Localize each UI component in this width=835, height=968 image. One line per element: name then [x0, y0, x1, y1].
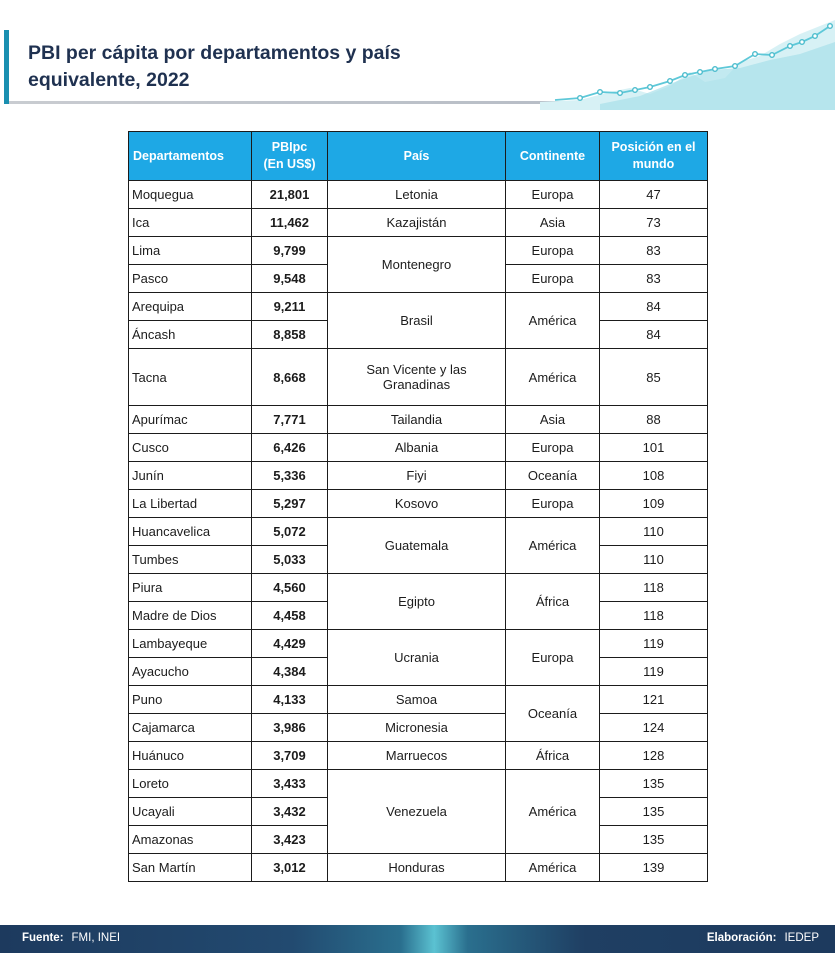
table-row [129, 770, 708, 798]
footer-elab-value: IEDEP [784, 932, 819, 944]
cell-continente: Europa [506, 237, 600, 265]
cell-departamento: Ica [129, 209, 252, 237]
trend-decoration-icon [540, 20, 835, 110]
cell-departamento: Tacna [129, 349, 252, 406]
footer-source [22, 932, 120, 944]
cell-pais: Venezuela [328, 770, 506, 854]
header-pbi-line1: PBIpc [271, 140, 308, 154]
cell-posicion: 124 [600, 714, 708, 742]
table-row [129, 209, 708, 237]
table-row [129, 854, 708, 882]
cell-posicion: 73 [600, 209, 708, 237]
cell-pais-line1: San Vicente y las [366, 362, 467, 377]
header-pbi [252, 132, 328, 181]
pbi-table [128, 131, 708, 882]
header-pais: País [328, 132, 506, 181]
cell-posicion: 135 [600, 798, 708, 826]
table-row [129, 181, 708, 209]
cell-pbi: 4,384 [252, 658, 328, 686]
table-row [129, 349, 708, 406]
cell-pais: Egipto [328, 574, 506, 630]
cell-departamento: Moquegua [129, 181, 252, 209]
cell-pbi: 7,771 [252, 406, 328, 434]
cell-continente: Oceanía [506, 686, 600, 742]
table-row [129, 714, 708, 742]
cell-posicion: 118 [600, 574, 708, 602]
pbi-table-container [128, 131, 707, 882]
cell-pbi: 3,709 [252, 742, 328, 770]
table-row [129, 490, 708, 518]
cell-pbi: 4,429 [252, 630, 328, 658]
cell-departamento: Madre de Dios [129, 602, 252, 630]
cell-posicion: 83 [600, 237, 708, 265]
cell-pais: Samoa [328, 686, 506, 714]
cell-departamento: Huánuco [129, 742, 252, 770]
cell-pais: Letonia [328, 181, 506, 209]
cell-pais-line2: Granadinas [382, 377, 451, 392]
cell-continente: Oceanía [506, 462, 600, 490]
cell-pbi: 4,458 [252, 602, 328, 630]
cell-posicion: 110 [600, 518, 708, 546]
table-row [129, 293, 708, 321]
cell-continente: África [506, 574, 600, 630]
cell-departamento: Amazonas [129, 826, 252, 854]
cell-continente: América [506, 293, 600, 349]
cell-continente: África [506, 742, 600, 770]
cell-posicion: 83 [600, 265, 708, 293]
table-header-row [129, 132, 708, 181]
cell-departamento: Puno [129, 686, 252, 714]
cell-pbi: 5,033 [252, 546, 328, 574]
cell-pbi: 5,072 [252, 518, 328, 546]
cell-pbi: 6,426 [252, 434, 328, 462]
cell-departamento: Huancavelica [129, 518, 252, 546]
table-row [129, 406, 708, 434]
cell-departamento: Lambayeque [129, 630, 252, 658]
cell-posicion: 121 [600, 686, 708, 714]
header-posicion-line1: Posición en el [611, 140, 696, 154]
cell-posicion: 110 [600, 546, 708, 574]
cell-posicion: 139 [600, 854, 708, 882]
cell-pais [328, 349, 506, 406]
cell-pais: Ucrania [328, 630, 506, 686]
cell-pbi: 9,799 [252, 237, 328, 265]
cell-pbi: 3,433 [252, 770, 328, 798]
cell-pais: Brasil [328, 293, 506, 349]
table-row [129, 630, 708, 658]
cell-departamento: Pasco [129, 265, 252, 293]
cell-departamento: Arequipa [129, 293, 252, 321]
title-accent-bar [4, 30, 9, 104]
cell-posicion: 108 [600, 462, 708, 490]
cell-continente: Europa [506, 630, 600, 686]
header-posicion [600, 132, 708, 181]
cell-pais: Albania [328, 434, 506, 462]
cell-pbi: 4,133 [252, 686, 328, 714]
page-title [28, 40, 548, 94]
cell-departamento: San Martín [129, 854, 252, 882]
cell-posicion: 135 [600, 770, 708, 798]
cell-continente: Asia [506, 406, 600, 434]
cell-pbi: 3,423 [252, 826, 328, 854]
cell-departamento: Piura [129, 574, 252, 602]
cell-pbi: 9,548 [252, 265, 328, 293]
cell-posicion: 118 [600, 602, 708, 630]
cell-departamento: Apurímac [129, 406, 252, 434]
cell-pbi: 9,211 [252, 293, 328, 321]
cell-pais: Tailandia [328, 406, 506, 434]
page-title-line2: equivalente, 2022 [28, 69, 190, 91]
cell-pbi: 5,336 [252, 462, 328, 490]
cell-posicion: 135 [600, 826, 708, 854]
header-continente: Continente [506, 132, 600, 181]
table-row [129, 686, 708, 714]
cell-pbi: 8,858 [252, 321, 328, 349]
cell-departamento: Loreto [129, 770, 252, 798]
cell-posicion: 84 [600, 321, 708, 349]
cell-pais: Montenegro [328, 237, 506, 293]
cell-posicion: 128 [600, 742, 708, 770]
cell-continente: América [506, 518, 600, 574]
cell-pais: Fiyi [328, 462, 506, 490]
table-row [129, 237, 708, 265]
cell-pbi: 3,432 [252, 798, 328, 826]
cell-departamento: La Libertad [129, 490, 252, 518]
cell-continente: Europa [506, 490, 600, 518]
cell-pbi: 8,668 [252, 349, 328, 406]
cell-pbi: 11,462 [252, 209, 328, 237]
cell-posicion: 109 [600, 490, 708, 518]
footer-elaboration [707, 932, 819, 944]
cell-pais: Marruecos [328, 742, 506, 770]
cell-continente: Asia [506, 209, 600, 237]
cell-posicion: 119 [600, 630, 708, 658]
cell-posicion: 84 [600, 293, 708, 321]
cell-pbi: 3,986 [252, 714, 328, 742]
cell-pbi: 5,297 [252, 490, 328, 518]
cell-continente: América [506, 770, 600, 854]
header-posicion-line2: mundo [632, 157, 675, 171]
cell-pbi: 21,801 [252, 181, 328, 209]
table-row [129, 574, 708, 602]
cell-continente: Europa [506, 434, 600, 462]
cell-departamento: Ucayali [129, 798, 252, 826]
cell-departamento: Ayacucho [129, 658, 252, 686]
cell-departamento: Lima [129, 237, 252, 265]
cell-posicion: 85 [600, 349, 708, 406]
footer-bar [0, 925, 835, 953]
cell-continente: América [506, 854, 600, 882]
cell-posicion: 88 [600, 406, 708, 434]
header-divider [9, 101, 569, 104]
footer-elab-label: Elaboración: [706, 932, 777, 944]
table-row [129, 434, 708, 462]
cell-pais: Kazajistán [328, 209, 506, 237]
cell-pbi: 4,560 [252, 574, 328, 602]
cell-pais: Kosovo [328, 490, 506, 518]
cell-posicion: 47 [600, 181, 708, 209]
cell-pais: Guatemala [328, 518, 506, 574]
cell-departamento: Cusco [129, 434, 252, 462]
cell-posicion: 119 [600, 658, 708, 686]
cell-pbi: 3,012 [252, 854, 328, 882]
page-title-line1: PBI per cápita por departamentos y país [28, 42, 401, 64]
footer-source-value: FMI, INEI [71, 932, 121, 944]
cell-departamento: Junín [129, 462, 252, 490]
cell-pais: Micronesia [328, 714, 506, 742]
footer-source-label: Fuente: [22, 932, 64, 944]
cell-continente: Europa [506, 265, 600, 293]
header-pbi-line2: (En US$) [263, 157, 316, 171]
cell-pais: Honduras [328, 854, 506, 882]
header-departamentos: Departamentos [129, 132, 252, 181]
cell-posicion: 101 [600, 434, 708, 462]
cell-departamento: Áncash [129, 321, 252, 349]
table-row [129, 462, 708, 490]
cell-departamento: Tumbes [129, 546, 252, 574]
table-row [129, 742, 708, 770]
cell-continente: Europa [506, 181, 600, 209]
cell-departamento: Cajamarca [129, 714, 252, 742]
cell-continente: América [506, 349, 600, 406]
table-row [129, 518, 708, 546]
